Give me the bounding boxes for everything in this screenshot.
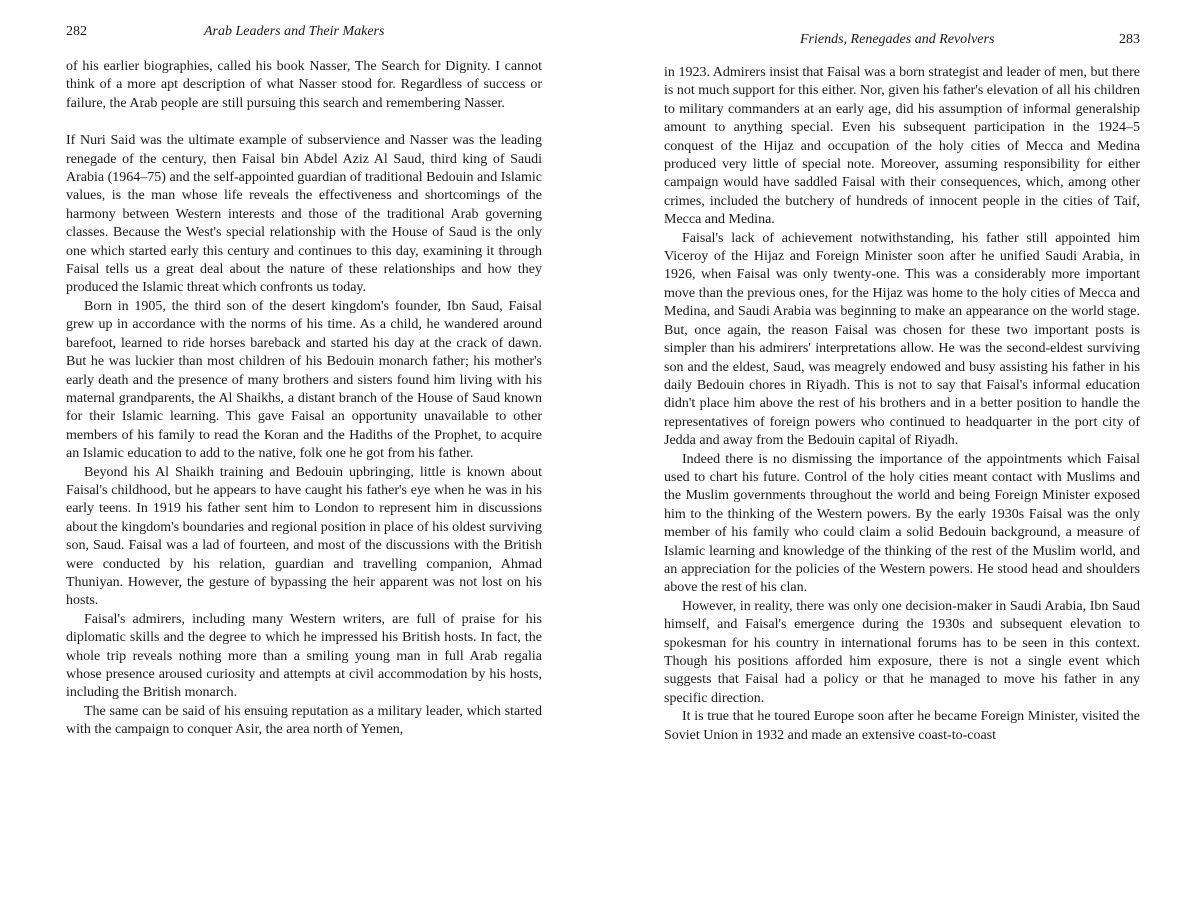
paragraph: in 1923. Admirers insist that Faisal was a born strategist and leader of men, but there is not much support for this either. Nor, given his father's elevation of all his children to military commanders at an early age, did his assumption of informal generalship amount to anything special. Even his subsequent participation in the 1924–5 conquest of the Hijaz and occupation of the holy cities of Mecca and Medina produced very little of special note. Moreover, assuming responsibility for either campaign would have saddled Faisal with their consequences, which, among other crimes, included the butchery of hundreds of innocent people in the cities of Taif, Mecca and Medina. xyxy=(664,65,1140,228)
left-page-body xyxy=(66,58,542,740)
paragraph: The same can be said of his ensuing reputation as a military leader, which started with the campaign to conquer Asir, the area north of Yemen, xyxy=(66,703,542,738)
right-page xyxy=(664,0,1140,743)
paragraph: Born in 1905, the third son of the desert kingdom's founder, Ibn Saud, Faisal grew up in accordance with the norms of his time. As a child, he wandered around barefoot, learned to ride horses bareback and started his day at the crack of dawn. But he was luckier than most children of his Bedouin monarch father; his mother's early death and the presence of many brothers and sisters found him living with his maternal grandparents, the Al Shaikhs, a distant branch of the House of Saud known for their Islamic learning. This gave Faisal an opportunity unavailable to other members of his family to read the Koran and the Hadiths of the Prophet, to acquire an Islamic education to add to the native, folk one he got from his father. xyxy=(66,298,542,462)
paragraph: Faisal's lack of achievement notwithstanding, his father still appointed him Viceroy of the Hijaz and Foreign Minister soon after he unified Saudi Arabia, in 1926, when Faisal was only twenty-one. This was a considerably more important move than the previous ones, for the Hijaz was home to the holy cities of Mecca and Medina, and Saudi Arabia was beginning to make an appearance on the world stage. But, once again, the reason Faisal was chosen for these two important posts is simpler than his admirers' interpretations allow. He was the second-eldest surviving son and the eldest, Saud, was meagrely endowed and busy assisting his father in his daily Bedouin chores in Riyadh. This is not to say that Faisal's informal education didn't place him above the rest of his brothers and in a better position to handle the representatives of foreign powers who continued to headquarter in the port city of Jedda and away from the Bedouin capital of Riyadh. xyxy=(664,230,1140,449)
left-running-head: Arab Leaders and Their Makers xyxy=(204,24,385,39)
left-page-number: 282 xyxy=(66,24,87,39)
right-page-number: 283 xyxy=(1119,32,1140,47)
left-page-header xyxy=(66,24,542,48)
paragraph: Beyond his Al Shaikh training and Bedouin upbringing, little is known about Faisal's childhood, but he appears to have caught his father's eye when he was in his early teens. In 1919 his father sent him to London to represent him in discussions about the kingdom's boundaries and regional position in place of his oldest surviving son, Saud. Faisal was a lad of fourteen, and most of the discussions with the British were conducted by his relation, guardian and travelling companion, Ahmad Thuniyan. However, the gesture of bypassing the heir apparent was not lost on his hosts. xyxy=(66,464,542,609)
paragraph: Indeed there is no dismissing the importance of the appointments which Faisal used to chart his future. Control of the holy cities meant contact with Muslims and the Muslim governments throughout the world and being Foreign Minister exposed him to the thinking of the Western powers. By the early 1930s Faisal was the only member of his family who could claim a solid Bedouin background, a measure of Islamic learning and knowledge of the thinking of the rest of the Muslim world, and an appreciation for the policies of the Western powers. He stood head and shoulders above the rest of his clan. xyxy=(664,451,1140,596)
paragraph: Faisal's admirers, including many Western writers, are full of praise for his diplomatic skills and the degree to which he impressed his British hosts. In fact, the whole trip reveals nothing more than a smiling young man in full Arab regalia whose presence aroused curiosity and attempts at civil accommodation by his hosts, including the British monarch. xyxy=(66,611,542,701)
paragraph: of his earlier biographies, called his book Nasser, The Search for Dignity. I cannot think of a more apt description of what Nasser stood for. Regardless of success or failure, the Arab people are still pursuing this search and remembering Nasser. xyxy=(66,59,542,111)
left-page xyxy=(66,0,542,738)
paragraph: It is true that he toured Europe soon after he became Foreign Minister, visited the Soviet Union in 1932 and made an extensive coast-to-coast xyxy=(664,709,1140,743)
paragraph: However, in reality, there was only one decision-maker in Saudi Arabia, Ibn Saud himself, and Faisal's emergence during the 1930s and subsequent elevation to spokesman for his country in international forums has to be seen in this context. Though his positions afforded him exposure, there is not a single event which suggests that Faisal had a policy or that he managed to move his father in any specific direction. xyxy=(664,598,1140,706)
right-page-body xyxy=(664,64,1140,745)
paragraph: If Nuri Said was the ultimate example of subservience and Nasser was the leading renegade of the century, then Faisal bin Abdel Aziz Al Saud, third king of Saudi Arabia (1964–75) and the self-appointed guardian of traditional Bedouin and Islamic values, is the man whose life reveals the effectiveness and shortcomings of the harmony between Western interests and those of the traditional Arab governing classes. Because the West's special relationship with the House of Saud is the only one which started early this century and continues to this day, examining it through Faisal tells us a great deal about the nature of these relationships and how they produced the Islamic threat which confronts us today. xyxy=(66,133,542,296)
right-page-header xyxy=(664,32,1140,56)
right-running-head: Friends, Renegades and Revolvers xyxy=(800,32,995,47)
